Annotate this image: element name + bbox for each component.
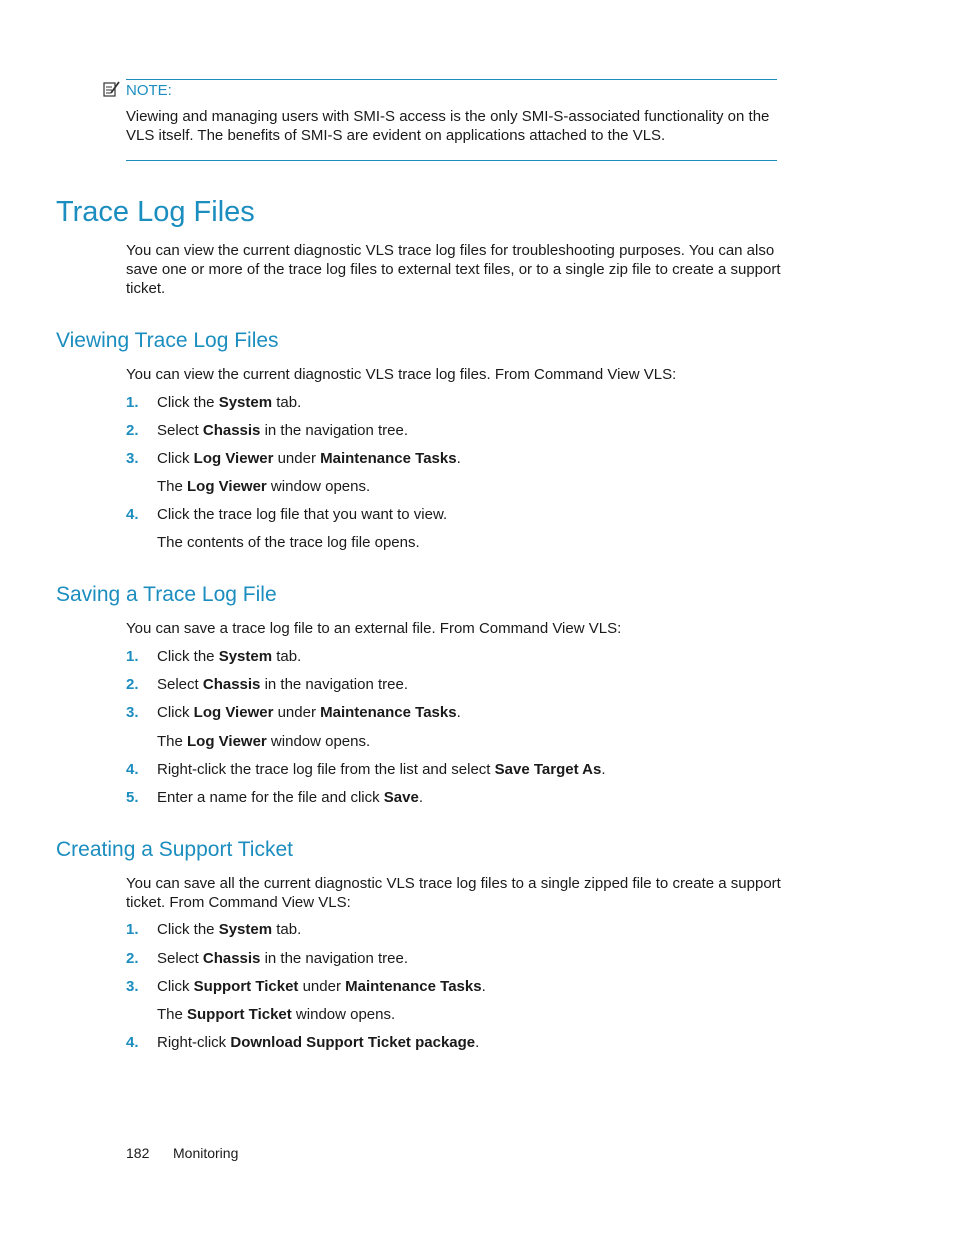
result-text: window opens. [266,478,371,495]
ui-term: Save Target As [494,761,602,778]
result-text: The [157,1006,188,1023]
step-text: Select [157,676,203,693]
ui-term: Log Viewer [193,450,274,467]
intro-paragraph: You can view the current diagnostic VLS trace log files for troubleshooting purposes. You can also save one or more of the trace log files to external text files, or to a single zip file to create a support ticket. [126,242,781,297]
ui-term: Log Viewer [187,733,267,750]
note-text: Viewing and managing users with SMI-S access is the only SMI-S-associated functionality on the VLS itself. The benefits of SMI-S are evident on applications attached to the VLS. [126,108,770,144]
ui-term: Chassis [202,676,261,693]
step-text: Right-click the trace log file from the list and select [157,761,495,778]
result-text: The [157,478,188,495]
step-number: 5. [126,789,139,806]
section-heading-saving: Saving a Trace Log File [56,583,277,606]
step-text: Enter a name for the file and click [157,789,384,806]
step-number: 3. [126,978,139,995]
section-heading-ticket: Creating a Support Ticket [56,838,293,861]
result-text: window opens. [291,1006,396,1023]
footer-section-name: Monitoring [173,1145,239,1161]
step-text: Select [157,950,203,967]
step-number: 2. [126,422,139,439]
saving-intro: You can save a trace log file to an external file. From Command View VLS: [126,620,622,637]
ui-term: Support Ticket [187,1006,292,1023]
step-text: under [298,978,346,995]
note-label: NOTE: [126,82,172,99]
step-text: . [475,1034,480,1051]
step-text: tab. [272,921,302,938]
ticket-intro: You can save all the current diagnostic VLS trace log files to a single zipped file to create a support ticket. From Command View VLS: [126,875,781,911]
step-text: Select [157,422,203,439]
step-text: Click [157,704,194,721]
step-text: Click [157,978,194,995]
step-text: in the navigation tree. [260,950,409,967]
ui-term: System [218,921,273,938]
step-text: under [273,450,321,467]
viewing-step-4-result: The contents of the trace log file opens. [157,534,420,551]
step-text: Click the [157,921,219,938]
ui-term: System [218,648,273,665]
ticket-step-3-result [157,1005,395,1024]
step-text: . [418,789,423,806]
section-heading-viewing: Viewing Trace Log Files [56,329,279,352]
step-text: . [456,704,461,721]
step-text: Right-click [157,1034,231,1051]
result-text: The [157,733,188,750]
step-number: 3. [126,450,139,467]
step-number: 4. [126,506,139,523]
note-bottom-rule [126,160,777,161]
step-text: Click the trace log file that you want to view. [157,506,448,523]
ui-term: Maintenance Tasks [320,450,457,467]
step-number: 3. [126,704,139,721]
note-top-rule [126,79,777,80]
step-number: 2. [126,950,139,967]
step-number: 2. [126,676,139,693]
ui-term: Maintenance Tasks [320,704,457,721]
result-text: window opens. [266,733,371,750]
step-text: tab. [272,394,302,411]
ui-term: Log Viewer [193,704,274,721]
step-text: . [481,978,486,995]
step-text: Click the [157,648,219,665]
saving-step-3-result [157,732,370,751]
step-text: . [601,761,606,778]
ui-term: Log Viewer [187,478,267,495]
ui-term: Support Ticket [193,978,299,995]
step-text: Click [157,450,194,467]
step-text: tab. [272,648,302,665]
step-number: 4. [126,761,139,778]
step-text: in the navigation tree. [260,676,409,693]
ui-term: Maintenance Tasks [345,978,482,995]
viewing-step-3-result [157,477,370,496]
viewing-intro: You can view the current diagnostic VLS trace log files. From Command View VLS: [126,366,677,383]
ui-term: Chassis [202,422,261,439]
ui-term: Save [383,789,419,806]
ui-term: System [218,394,273,411]
step-number: 1. [126,921,139,938]
note-pencil-icon [103,81,120,98]
step-text: under [273,704,321,721]
step-number: 1. [126,648,139,665]
step-text: . [456,450,461,467]
step-number: 1. [126,394,139,411]
ui-term: Download Support Ticket package [230,1034,476,1051]
step-number: 4. [126,1034,139,1051]
step-text: in the navigation tree. [260,422,409,439]
step-text: Click the [157,394,219,411]
page-number: 182 [126,1145,150,1161]
page-title: Trace Log Files [56,196,255,228]
ui-term: Chassis [202,950,261,967]
